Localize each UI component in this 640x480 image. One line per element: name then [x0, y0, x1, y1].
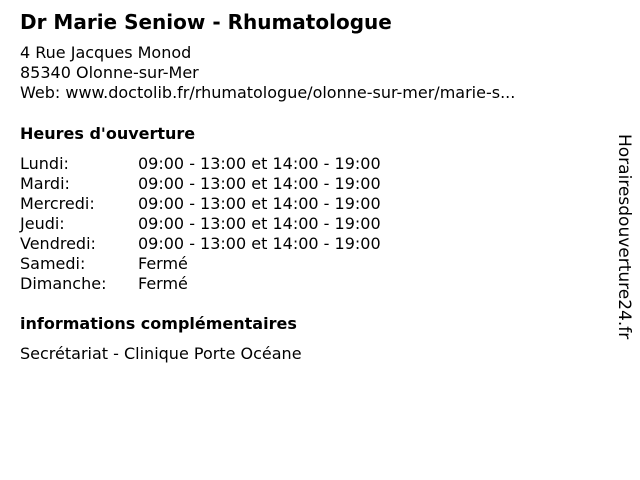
opening-hours-list — [20, 154, 381, 294]
day-label: Samedi: — [20, 254, 86, 273]
additional-info-heading: informations complémentaires — [20, 314, 297, 333]
hours-row-friday — [20, 234, 381, 254]
address-block — [20, 43, 515, 103]
hours-row-thursday — [20, 214, 381, 234]
day-hours: 09:00 - 13:00 et 14:00 - 19:00 — [138, 174, 381, 193]
day-label: Lundi: — [20, 154, 69, 173]
day-hours: 09:00 - 13:00 et 14:00 - 19:00 — [138, 154, 381, 173]
hours-row-monday — [20, 154, 381, 174]
hours-row-tuesday — [20, 174, 381, 194]
additional-info-text: Secrétariat - Clinique Porte Océane — [20, 344, 302, 363]
day-hours: 09:00 - 13:00 et 14:00 - 19:00 — [138, 194, 381, 213]
address-street: 4 Rue Jacques Monod — [20, 43, 192, 62]
hours-row-wednesday — [20, 194, 381, 214]
day-hours: 09:00 - 13:00 et 14:00 - 19:00 — [138, 234, 381, 253]
hours-row-saturday — [20, 254, 381, 274]
hours-row-sunday — [20, 274, 381, 294]
day-label: Dimanche: — [20, 274, 107, 293]
day-label: Mercredi: — [20, 194, 95, 213]
day-label: Mardi: — [20, 174, 70, 193]
day-hours: Fermé — [138, 254, 188, 273]
day-hours: 09:00 - 13:00 et 14:00 - 19:00 — [138, 214, 381, 233]
day-label: Jeudi: — [20, 214, 65, 233]
page-title: Dr Marie Seniow - Rhumatologue — [20, 10, 392, 34]
day-label: Vendredi: — [20, 234, 96, 253]
site-watermark: Horairesdouverture24.fr — [614, 134, 634, 340]
opening-hours-heading: Heures d'ouverture — [20, 124, 196, 143]
day-hours: Fermé — [138, 274, 188, 293]
address-web: Web: www.doctolib.fr/rhumatologue/olonne-sur-mer/marie-s... — [20, 83, 516, 102]
address-city: 85340 Olonne-sur-Mer — [20, 63, 199, 82]
